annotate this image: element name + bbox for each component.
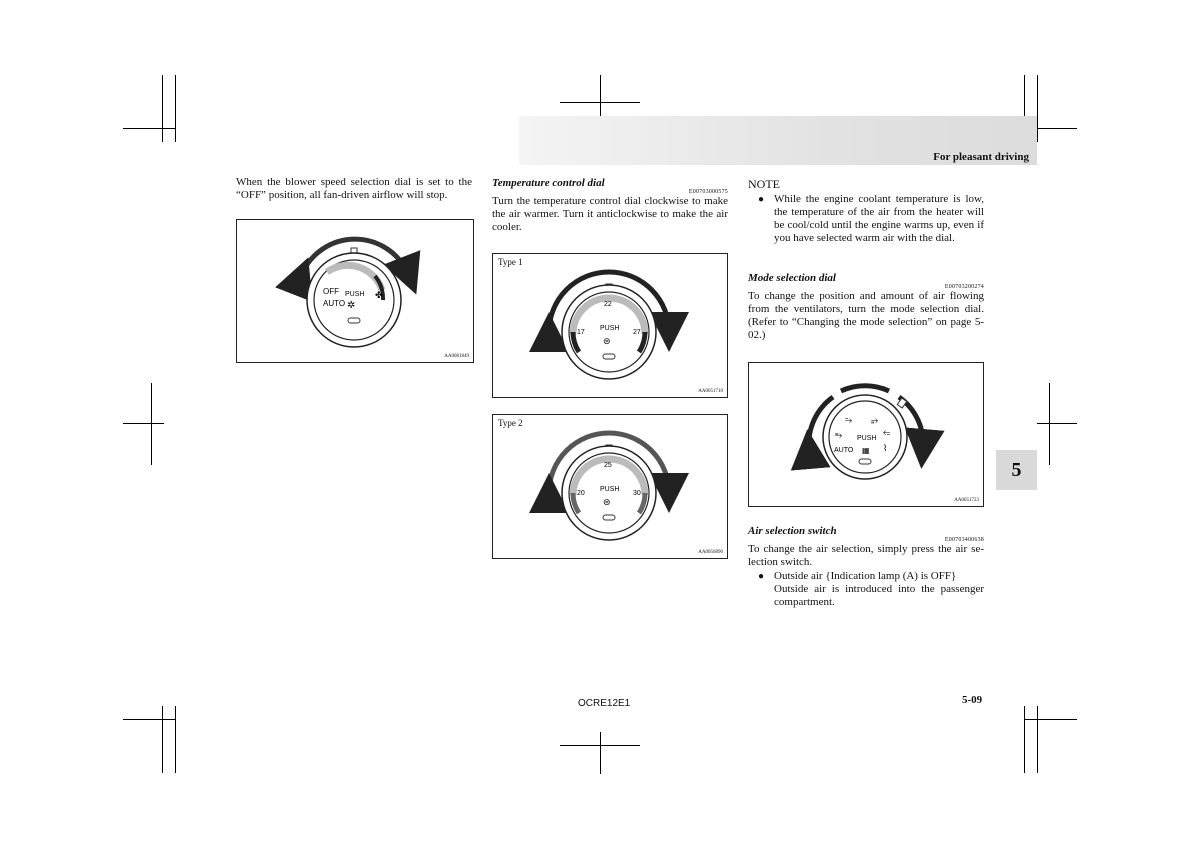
bullet-icon: ●: [757, 571, 765, 582]
temperature-right-label: 30: [633, 490, 641, 497]
page-number: 5-09: [962, 694, 983, 706]
air-conditioning-icon: ⊜: [603, 497, 611, 507]
type-label: Type 2: [498, 418, 523, 428]
air-selection-item: [748, 570, 984, 609]
column-2: [492, 177, 728, 234]
temperature-dial-type1-illustration: [493, 254, 727, 397]
off-label: OFF: [323, 287, 339, 296]
temperature-code: E00703000575: [688, 189, 728, 195]
outside-air-title: Outside air {Indication lamp (A) is OFF}: [774, 570, 957, 582]
foot-vent-icon: ⥱: [835, 430, 843, 440]
mode-paragraph: To change the position and amount of air flowing from the ventilators, turn the mode selection dial. (Refer to “Changing the mode selection” on page 5-02.): [748, 290, 984, 341]
temperature-left-label: 17: [577, 329, 585, 336]
section-title: For pleasant driving: [933, 151, 1029, 163]
mode-dial-illustration: [749, 363, 983, 506]
note-text: While the engine coolant temperature is low, the temperature of the air from the heater will be cool/cold until the engine warms up, even if you have selected warm air with the dial.: [774, 193, 984, 244]
temperature-top-label: 25: [604, 462, 612, 469]
temperature-top-label: 22: [604, 301, 612, 308]
note-title: NOTE: [748, 177, 780, 191]
air-conditioning-icon: ⊜: [603, 336, 611, 346]
auto-label: AUTO: [834, 447, 854, 454]
air-selection-item-body: [774, 570, 984, 609]
mode-code: E00703200274: [944, 284, 984, 290]
type-label: Type 1: [498, 257, 523, 267]
figure-code: AA0056890: [698, 550, 723, 555]
temperature-right-label: 27: [633, 329, 641, 336]
outside-air-text: Outside air is introduced into the passenger compartment.: [774, 583, 984, 608]
air-selection-section: [748, 525, 984, 609]
column-1: [236, 176, 472, 202]
figure-code: AA0051723: [954, 498, 979, 503]
blower-dial-illustration: [237, 220, 473, 362]
figure-code: AA0051710: [698, 389, 723, 394]
bullet-icon: ●: [757, 194, 765, 205]
fan-icon: ✲: [347, 300, 356, 311]
figure-code: AA0081849: [444, 354, 469, 359]
fan-high-icon: ✤: [375, 290, 383, 300]
rear-defrost-icon: ▦: [862, 446, 870, 455]
note-item: [748, 193, 984, 245]
push-label: PUSH: [345, 291, 365, 298]
section-header: [519, 116, 1037, 165]
column-3-note: [748, 177, 984, 245]
indicator-lamp: [603, 515, 615, 520]
blower-dial-figure: [236, 219, 474, 363]
defrost-icon: ⌇: [883, 443, 888, 453]
document-code: OCRE12E1: [578, 698, 631, 709]
temperature-heading: Temperature control dial: [492, 177, 605, 189]
temperature-paragraph: Turn the temperature control dial clockwise to make the air warmer. Turn it anticlockwise to make the air cooler.: [492, 195, 728, 233]
indicator-lamp: [603, 354, 615, 359]
air-selection-heading: Air selection switch: [748, 525, 837, 537]
air-selection-paragraph: To change the air selection, simply press the air se-lection switch.: [748, 543, 984, 568]
mode-dial-figure: [748, 362, 984, 507]
chapter-tab: 5: [996, 450, 1037, 490]
temperature-dial-type2-figure: [492, 414, 728, 559]
temperature-dial-type2-illustration: [493, 415, 727, 558]
push-label: PUSH: [600, 486, 620, 493]
blower-off-paragraph: When the blower speed selection dial is set to the “OFF” position, all fan-driven airflow will stop.: [236, 176, 472, 201]
temperature-dial-type1-figure: [492, 253, 728, 398]
bi-level-icon: ⥵: [871, 415, 879, 425]
temperature-left-label: 20: [577, 490, 585, 497]
foot-defrost-icon: ⥳: [883, 427, 891, 437]
air-selection-code: E00703400638: [944, 537, 984, 543]
indicator-lamp: [859, 459, 871, 464]
face-vent-icon: ⥲: [845, 415, 853, 425]
indicator-lamp: [348, 318, 360, 323]
push-label: PUSH: [600, 325, 620, 332]
mode-heading: Mode selection dial: [748, 272, 836, 284]
mode-section: [748, 272, 984, 342]
push-label: PUSH: [857, 435, 877, 442]
auto-label: AUTO: [323, 299, 346, 308]
